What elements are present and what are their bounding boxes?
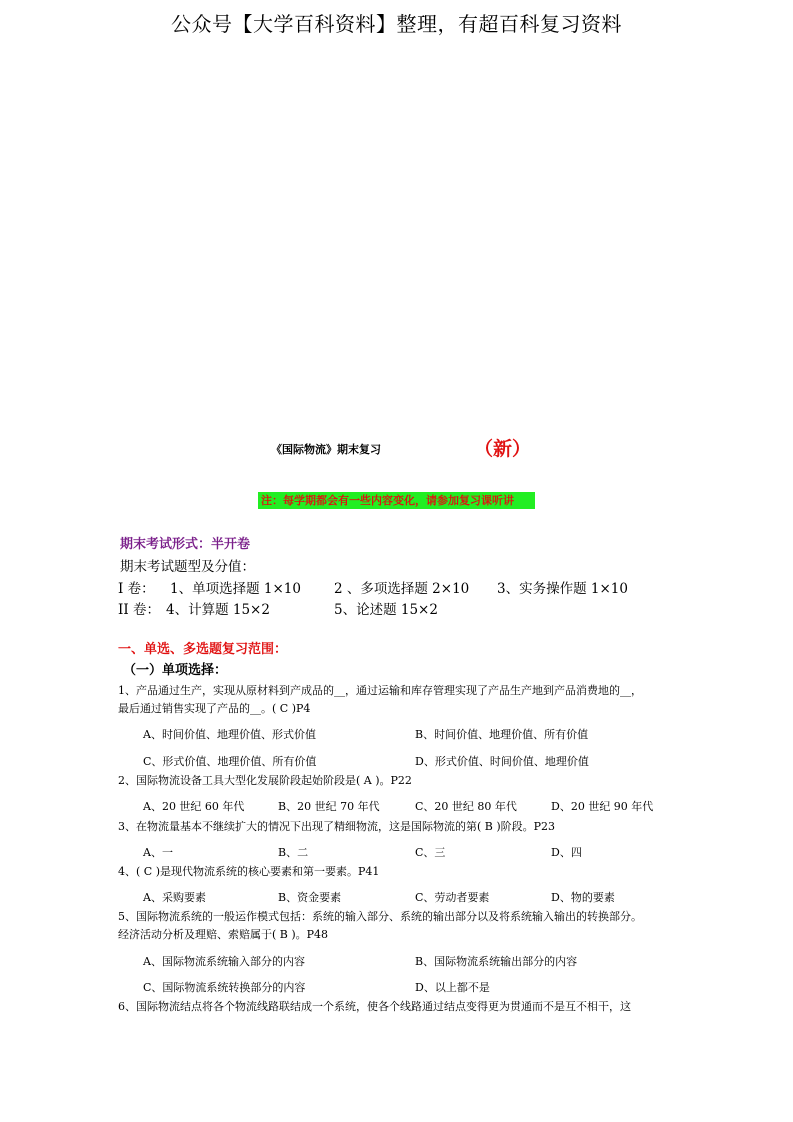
- new-badge: （新）: [474, 438, 532, 460]
- document-title: 《国际物流》期末复习: [271, 443, 381, 456]
- question-2-option-d: D、20 世纪 90 年代: [551, 800, 654, 813]
- question-2-option-c: C、20 世纪 80 年代: [415, 800, 517, 813]
- exam-form-label: 期末考试形式：半开卷: [120, 537, 251, 552]
- question-3-line-1: 3、在物流量基本不继续扩大的情况下出现了精细物流，这是国际物流的第( B )阶段。P23: [118, 820, 556, 833]
- question-5-option-d: D、以上都不是: [415, 981, 490, 994]
- section1-subtitle: （一）单项选择：: [123, 663, 228, 678]
- paper1-item-3: 3、实务操作题 1×10: [497, 581, 628, 597]
- question-4-option-a: A、采购要素: [143, 891, 206, 904]
- section1-title: 一、单选、多选题复习范围：: [118, 642, 288, 657]
- exam-types-label: 期末考试题型及分值：: [120, 559, 255, 575]
- document-header: 公众号【大学百科资料】整理，有超百科复习资料: [171, 12, 622, 36]
- question-1-option-a: A、时间价值、地理价值、形式价值: [143, 728, 316, 741]
- paper2-label: II 卷：: [118, 602, 160, 618]
- question-1-option-b: B、时间价值、地理价值、所有价值: [415, 728, 589, 741]
- question-5-line-2: 经济活动分析及理赔、索赔属于( B )。P48: [118, 928, 329, 941]
- question-5-line-1: 5、国际物流系统的一般运作模式包括：系统的输入部分、系统的输出部分以及将系统输入输出的转换部分。: [118, 910, 642, 923]
- question-2-line-1: 2、国际物流设备工具大型化发展阶段起始阶段是( A )。P22: [118, 774, 412, 787]
- paper1-item-2: 2 、多项选择题 2×10: [334, 581, 470, 597]
- question-1-line-2: 最后通过销售实现了产品的__。( C )P4: [118, 702, 311, 715]
- question-3-option-b: B、二: [278, 846, 309, 859]
- question-6-line-1: 6、国际物流结点将各个物流线路联结成一个系统，使各个线路通过结点变得更为贯通而不是互不相干，这: [118, 1000, 631, 1013]
- paper1-item-1: 1、单项选择题 1×10: [170, 581, 301, 597]
- question-2-option-b: B、20 世纪 70 年代: [278, 800, 380, 813]
- paper2-item-2: 5、论述题 15×2: [334, 602, 438, 618]
- question-4-option-d: D、物的要素: [551, 891, 615, 904]
- question-5-option-b: B、国际物流系统输出部分的内容: [415, 955, 578, 968]
- question-5-option-c: C、国际物流系统转换部分的内容: [143, 981, 306, 994]
- notice-banner: 注：每学期都会有一些内容变化，请参加复习课听讲: [258, 492, 535, 509]
- question-1-option-d: D、形式价值、时间价值、地理价值: [415, 755, 589, 768]
- question-3-option-c: C、三: [415, 846, 446, 859]
- paper2-item-1: 4、计算题 15×2: [166, 602, 270, 618]
- question-5-option-a: A、国际物流系统输入部分的内容: [143, 955, 305, 968]
- question-2-option-a: A、20 世纪 60 年代: [143, 800, 245, 813]
- question-1-option-c: C、形式价值、地理价值、所有价值: [143, 755, 317, 768]
- question-3-option-a: A、一: [143, 846, 173, 859]
- question-4-option-c: C、劳动者要素: [415, 891, 490, 904]
- question-1-line-1: 1、产品通过生产，实现从原材料到产成品的__，通过运输和库存管理实现了产品生产地到产品消费地的__，: [118, 684, 642, 697]
- question-4-option-b: B、资金要素: [278, 891, 342, 904]
- question-4-line-1: 4、( C )是现代物流系统的核心要素和第一要素。P41: [118, 865, 380, 878]
- paper1-label: I 卷：: [118, 581, 155, 597]
- question-3-option-d: D、四: [551, 846, 582, 859]
